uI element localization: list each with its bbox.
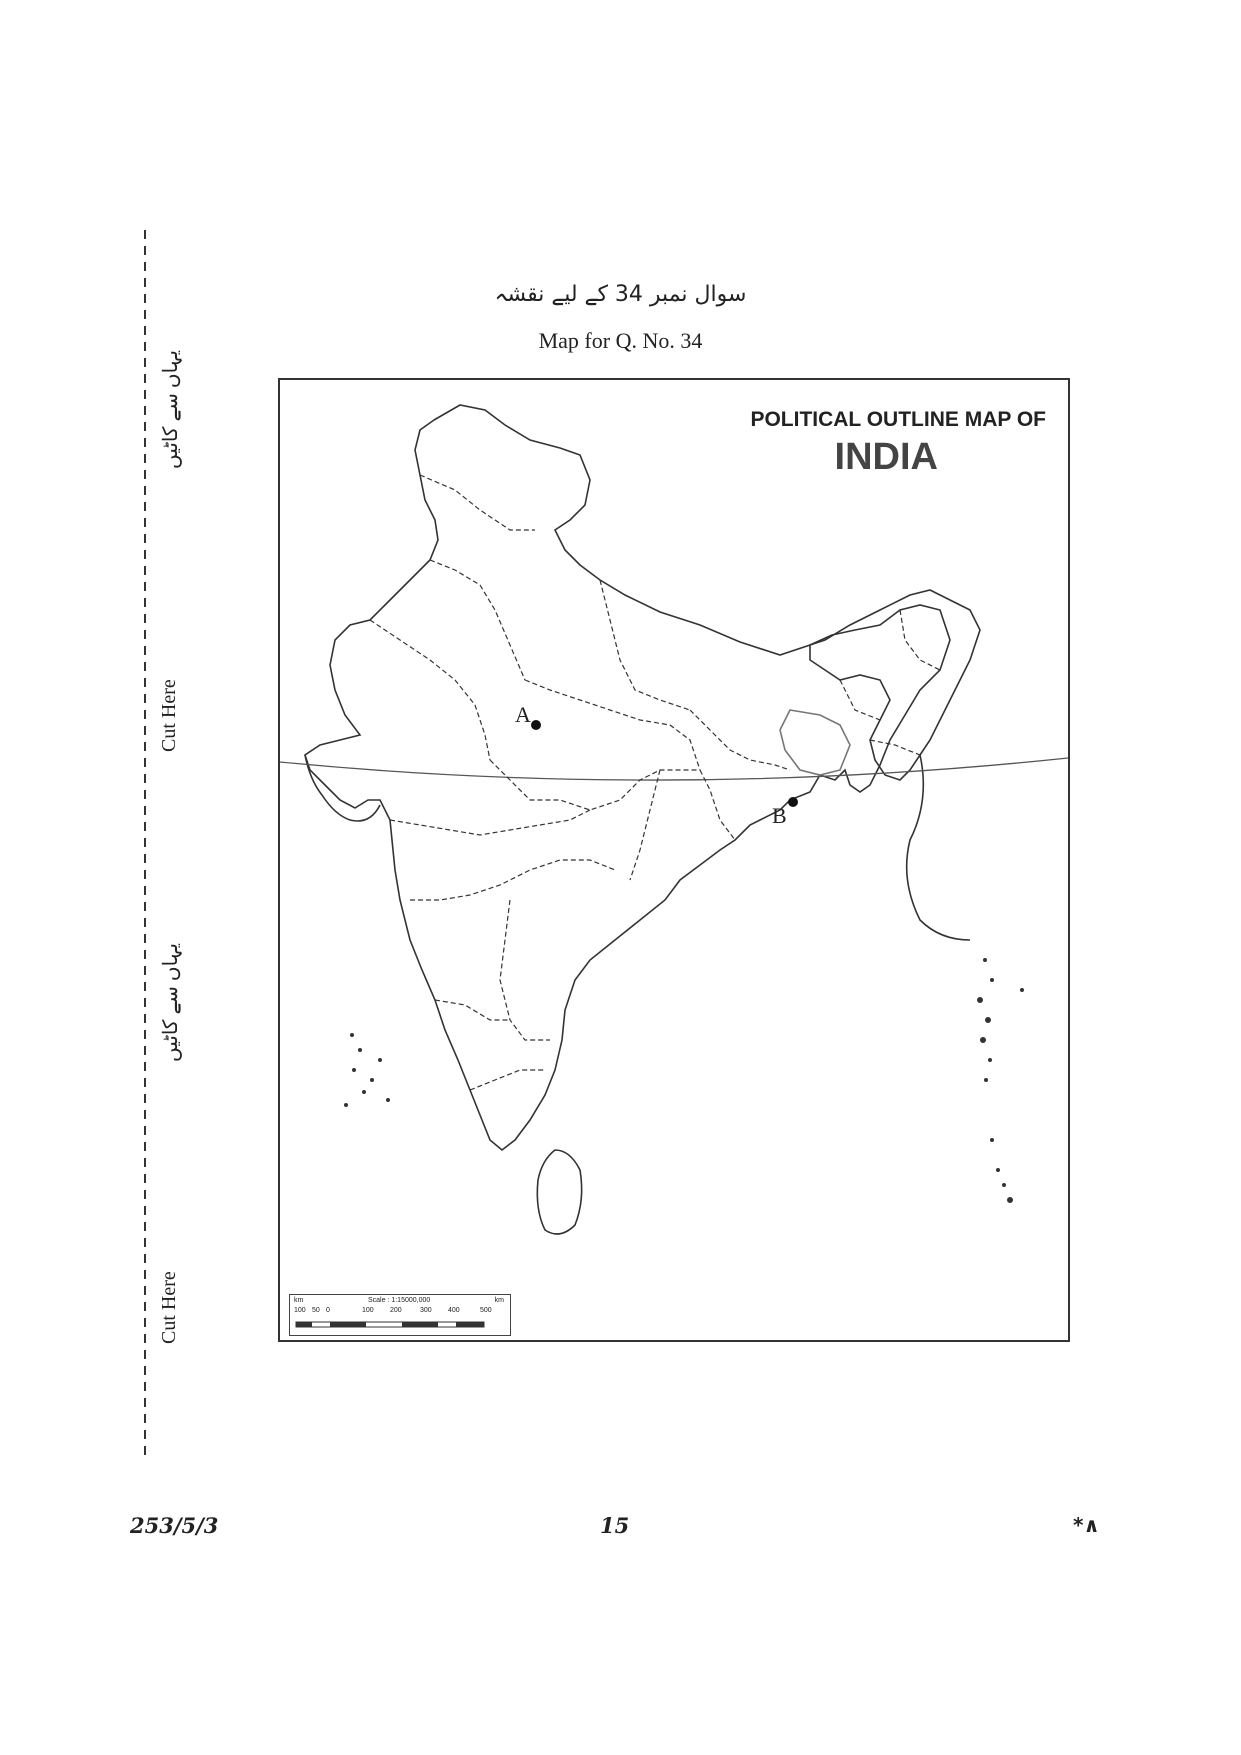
scale-tick: 100 xyxy=(294,1307,306,1314)
scale-unit-right: km xyxy=(494,1297,504,1304)
myanmar-coast xyxy=(907,755,970,940)
scale-tick: 300 xyxy=(420,1307,432,1314)
state-boundary xyxy=(840,680,880,720)
state-boundary xyxy=(525,680,700,770)
cut-label-urdu-bottom: یہاں سے کاٹیں xyxy=(158,937,183,1068)
state-boundary xyxy=(870,740,920,755)
footer-mark: *∧ xyxy=(1073,1513,1100,1537)
islands xyxy=(344,958,1024,1203)
scale-tick: 50 xyxy=(312,1307,320,1314)
map-title: Map for Q. No. 34 xyxy=(538,328,703,353)
india-outer-boundary xyxy=(305,405,950,1150)
paper-code: 253/5/3 xyxy=(130,1513,219,1538)
page-number: 15 xyxy=(600,1513,630,1538)
scale-tick: 400 xyxy=(448,1307,460,1314)
scale-text: Scale : 1:15000,000 xyxy=(368,1297,431,1304)
sri-lanka-outline xyxy=(537,1150,581,1234)
point-b-marker xyxy=(788,797,798,807)
northeast-boundary xyxy=(810,590,980,780)
state-boundary xyxy=(420,475,535,530)
state-boundary xyxy=(470,1070,545,1090)
scale-tick: 100 xyxy=(362,1307,374,1314)
map-scale xyxy=(289,1294,511,1336)
scale-unit-left: km xyxy=(294,1297,304,1304)
point-a-marker xyxy=(531,720,541,730)
state-boundary xyxy=(410,860,615,900)
map-frame xyxy=(278,378,1070,1342)
state-boundary xyxy=(430,560,525,680)
point-b-label: B xyxy=(772,803,787,828)
scale-tick: 500 xyxy=(480,1307,492,1314)
state-boundary xyxy=(600,580,690,710)
cut-label-bottom: Cut Here xyxy=(158,1265,181,1350)
state-boundary xyxy=(900,610,940,670)
urdu-map-title: سوال نمبر 34 کے لیے نقشہ xyxy=(494,282,747,307)
scale-bar xyxy=(290,1319,510,1333)
map-heading-india: INDIA xyxy=(834,436,938,478)
tropic-of-cancer-line xyxy=(280,758,1068,780)
india-outline-map xyxy=(280,380,1068,1340)
state-boundary xyxy=(690,710,790,770)
state-boundary xyxy=(390,810,590,835)
scale-tick: 200 xyxy=(390,1307,402,1314)
state-boundary xyxy=(630,770,660,880)
cut-label-top: Cut Here xyxy=(158,673,181,758)
state-boundary xyxy=(435,1000,510,1020)
state-boundary xyxy=(370,620,490,760)
map-heading: POLITICAL OUTLINE MAP OF xyxy=(750,408,1046,431)
state-boundary xyxy=(500,900,550,1040)
bangladesh-outline xyxy=(780,710,850,775)
cut-label-urdu-top: یہاں سے کاٹیں xyxy=(158,344,183,475)
point-a-label: A xyxy=(515,702,531,727)
scale-tick: 0 xyxy=(326,1307,330,1314)
state-boundary xyxy=(700,770,735,840)
state-boundary xyxy=(490,760,700,810)
